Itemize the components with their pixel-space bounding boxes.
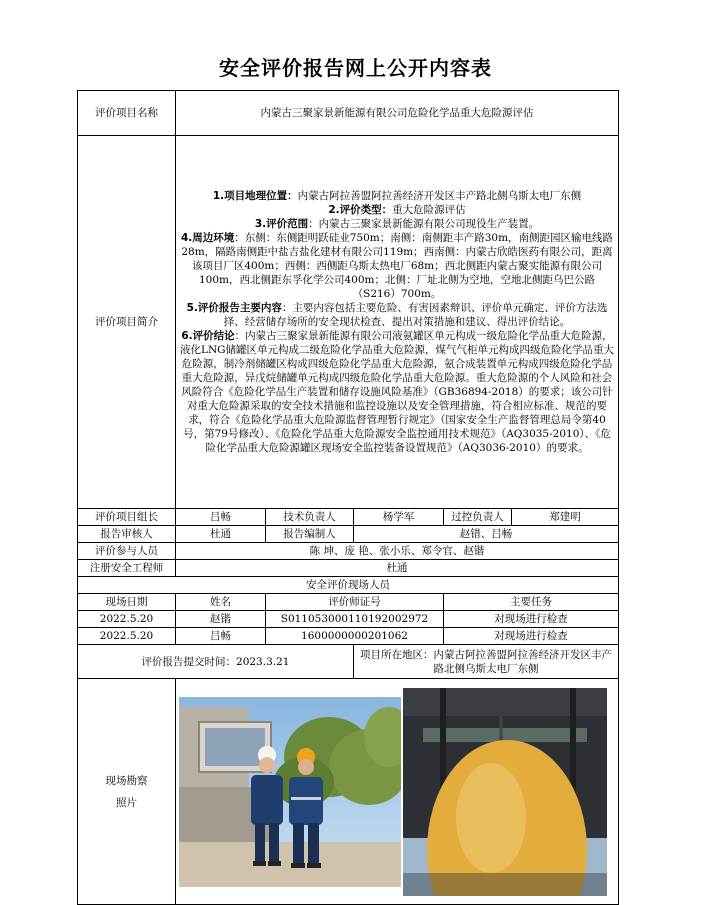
site-certificate: 1600000000201062 bbox=[266, 628, 444, 645]
project-location: 项目所在地区：内蒙古阿拉善盟阿拉善经济开发区丰产路北侧乌斯太电厂东侧 bbox=[354, 645, 619, 679]
participants-row bbox=[78, 543, 619, 560]
intro-report-content: 5.评价报告主要内容：主要内容包括主要危险、有害因素辩识、评价单元确定、评价方法选择、经营储存场所的安全现状检查、提出对策措施和建议、得出评价结论。 bbox=[186, 302, 608, 328]
writer-label: 报告编制人 bbox=[266, 526, 354, 543]
engineer-row bbox=[78, 560, 619, 577]
submit-row bbox=[78, 645, 619, 679]
site-name: 吕畅 bbox=[176, 628, 266, 645]
site-task: 对现场进行检查 bbox=[444, 628, 619, 645]
site-date: 2022.5.20 bbox=[78, 611, 176, 628]
page-title: 安全评价报告网上公开内容表 bbox=[219, 56, 492, 80]
photos-label-line1: 现场勘察 bbox=[105, 774, 148, 787]
photos-cell bbox=[176, 679, 619, 905]
col-name: 姓名 bbox=[176, 594, 266, 611]
project-intro-label: 评价项目简介 bbox=[78, 136, 176, 509]
project-name-row bbox=[78, 91, 619, 136]
col-date: 现场日期 bbox=[78, 594, 176, 611]
site-photo-tank-image bbox=[403, 688, 607, 896]
review-label: 报告审核人 bbox=[78, 526, 176, 543]
tech-value: 杨学军 bbox=[354, 509, 444, 526]
intro-location: 1.项目地理位置：内蒙古阿拉善盟阿拉善经济开发区丰产路北侧乌斯太电厂东侧 bbox=[212, 190, 582, 202]
engineer-value: 杜通 bbox=[176, 560, 619, 577]
intro-type: 2.评价类型：重大危险源评估 bbox=[328, 204, 466, 216]
project-intro-content bbox=[176, 136, 619, 509]
project-name-label: 评价项目名称 bbox=[78, 91, 176, 136]
site-photo-inspectors-image bbox=[179, 697, 401, 887]
table-row bbox=[78, 611, 619, 628]
staff-row-2 bbox=[78, 526, 619, 543]
photos-label bbox=[78, 679, 176, 905]
intro-conclusion: 6.评价结论：内蒙古三聚家景新能源有限公司液氨罐区单元构成一级危险化学品重大危险源，液化LNG储罐区单元构成二级危险化学品重大危险源，煤气气柜单元构成四级危险化学品重大危险源，制冷剂储罐区构成四级危险化学品重大危险源，氨合成装置单元构成四级危险化学品重大危险源，异戊烷储罐单元构成四级危险化学品重大危险源。重大危险源的个人风险和社会风险符合《危险化学品生产装置和储存设施风险基准》（GB36894-2018）的要求；该公司针对重大危险源采取的安全技术措施和监控设施以及安全管理措施，符合相应标准、规范的要求，符合《危险化学品重大危险源监督管理暂行规定》（国家安全生产监督管理总局令第40号，第79号修改）、《危险化学品重大危险源安全监控通用技术规范》（AQ3035-2010）、《危险化学品重大危险源罐区现场安全监控装备设置规范》（AQ3036-2010）的要求。 bbox=[179, 330, 615, 454]
writer-value: 赵错、吕畅 bbox=[354, 526, 619, 543]
project-name-value: 内蒙古三聚家景新能源有限公司危险化学品重大危险源评估 bbox=[176, 91, 619, 136]
process-value: 郑建明 bbox=[512, 509, 619, 526]
site-certificate: S011053000110192002972 bbox=[266, 611, 444, 628]
site-header-row bbox=[78, 577, 619, 594]
tech-label: 技术负责人 bbox=[266, 509, 354, 526]
site-columns-row bbox=[78, 594, 619, 611]
site-date: 2022.5.20 bbox=[78, 628, 176, 645]
review-value: 杜通 bbox=[176, 526, 266, 543]
site-staff-header: 安全评价现场人员 bbox=[78, 577, 619, 594]
col-task: 主要任务 bbox=[444, 594, 619, 611]
photos-row bbox=[78, 679, 619, 905]
site-task: 对现场进行检查 bbox=[444, 611, 619, 628]
leader-label: 评价项目组长 bbox=[78, 509, 176, 526]
leader-value: 吕畅 bbox=[176, 509, 266, 526]
engineer-label: 注册安全工程师 bbox=[78, 560, 176, 577]
intro-scope: 3.评价范围：内蒙古三聚家景新能源有限公司现役生产装置。 bbox=[254, 218, 540, 230]
process-label: 过控负责人 bbox=[444, 509, 512, 526]
photos-label-line2: 照片 bbox=[116, 796, 137, 809]
site-photo-tank bbox=[403, 688, 607, 896]
site-name: 赵锴 bbox=[176, 611, 266, 628]
submit-time: 评价报告提交时间：2023.3.21 bbox=[78, 645, 354, 679]
staff-row-1 bbox=[78, 509, 619, 526]
intro-surroundings: 4.周边环境：东侧：东侧距明跃硅业750m；南侧：南侧距丰产路30m，南侧距园区输电线路28m，隔路南侧距中盐吉盐化建材有限公司119m；西南侧：内蒙古欣皓医药有限公司，距离该项目厂区400m；西侧：西侧距乌斯太热电厂68m；西北侧距内蒙古聚实能源有限公司100m，西北侧距东孚化学公司400m；北侧：厂址北侧为空地，空地北侧距乌巴公路（S216）700m。 bbox=[180, 232, 614, 300]
col-certificate: 评价师证号 bbox=[266, 594, 444, 611]
table-row bbox=[78, 628, 619, 645]
site-photo-inspectors bbox=[179, 697, 401, 887]
participants-value: 陈 坤、庞 艳、张小乐、郑令官、赵锴 bbox=[176, 543, 619, 560]
participants-label: 评价参与人员 bbox=[78, 543, 176, 560]
report-table bbox=[77, 90, 619, 905]
project-intro-row bbox=[78, 136, 619, 509]
